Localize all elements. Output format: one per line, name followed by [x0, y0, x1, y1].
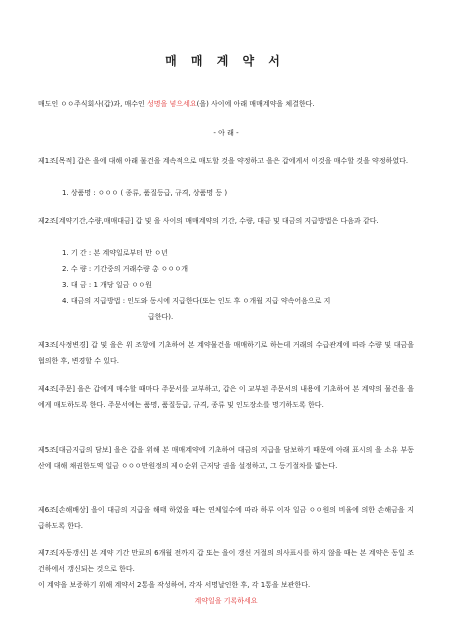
intro-text: 매도인 ㅇㅇ주식회사(갑)과, 매수인 [38, 100, 148, 108]
below-heading: - 아 래 - [213, 129, 239, 137]
article-3: 제3조[사정변경] 갑 및 을은 위 조항에 기초하여 본 계약물건을 매매하기로 하는데 거래의 수급관계에 따라 수량 및 대금을 협의한 후, 변경할 수 있다. [38, 341, 414, 365]
article-2-item-4-cont: 급한다). [148, 313, 174, 321]
article-1: 제1조[목적] 갑은 을에 대해 아래 물건을 계속적으로 매도할 것을 약정하고 을은 갑에게서 이것을 매수할 것을 약정하였다. [38, 157, 409, 165]
article-1-item: 1. 상품명 : ㅇㅇㅇ ( 종류, 품질등급, 규격, 상품명 등 ) [62, 189, 228, 197]
intro-text-end: (을) 사이에 아래 매매계약을 체결한다. [196, 100, 315, 108]
intro-paragraph [38, 96, 414, 112]
article-2-item-2: 2. 수 량 : 기간중의 거래수량 총 ㅇㅇㅇ개 [62, 265, 189, 273]
article-7: 제7조[자동갱신] 본 계약 기간 만료의 6개월 전까지 갑 또는 을이 갱신 거절의 의사표시를 하지 않을 때는 본 계약은 동일 조건하에서 갱신되는 것으로 한다. [38, 549, 414, 573]
article-2-item-3: 3. 대 금 : 1 개당 일금 ㅇㅇ원 [62, 281, 152, 289]
buyer-name-placeholder[interactable]: 성명을 넣으세요 [147, 100, 197, 108]
document-title: 매 매 계 약 서 [165, 54, 285, 68]
closing-statement: 이 계약을 보증하기 위해 계약서 2통을 작성하여, 각자 서명날인한 후, 각 1통을 보관한다. [38, 581, 311, 589]
article-4: 제4조[주문] 을은 갑에게 매수할 때마다 주문서를 교부하고, 갑은 이 교부된 주문서의 내용에 기초하여 본 계약의 물건을 을에게 매도하도록 한다. 주문서에는 품명, 품질등급, 규격, 종류 및 인도장소를 명기하도록 한다. [38, 385, 414, 409]
article-5: 제5조[대금지급의 담보] 을은 갑을 위해 본 매매계약에 기초하여 대금의 지급을 담보하기 때문에 아래 표시의 을 소유 부동산에 대해 채권한도액 일금 ㅇㅇㅇ만원정의 제ㅇ순위 근저당 권을 설정하고, 그 등기절차를 밟는다. [38, 446, 414, 470]
contract-date-placeholder[interactable]: 계약일을 기록하세요 [194, 597, 258, 605]
article-6: 제6조[손해배상] 을이 대금의 지급을 해태 하였을 때는 연체일수에 따라 하루 이자 일금 ㅇㅇ원의 비율에 의한 손해금을 지급하도록 한다. [38, 506, 414, 530]
article-2: 제2조[계약기간,수량,매매대금] 갑 및 을 사이의 매매계약의 기간, 수량, 대금 및 대금의 지급방법은 다음과 같다. [38, 217, 379, 225]
article-2-item-1: 1. 기 간 : 본 계약일로부터 만 ㅇ년 [62, 249, 168, 257]
article-2-item-4: 4. 대금의 지급방법 : 인도와 동시에 지급한다(또는 인도 후 ㅇ개월 지급 약속어음으로 지 [62, 297, 331, 305]
